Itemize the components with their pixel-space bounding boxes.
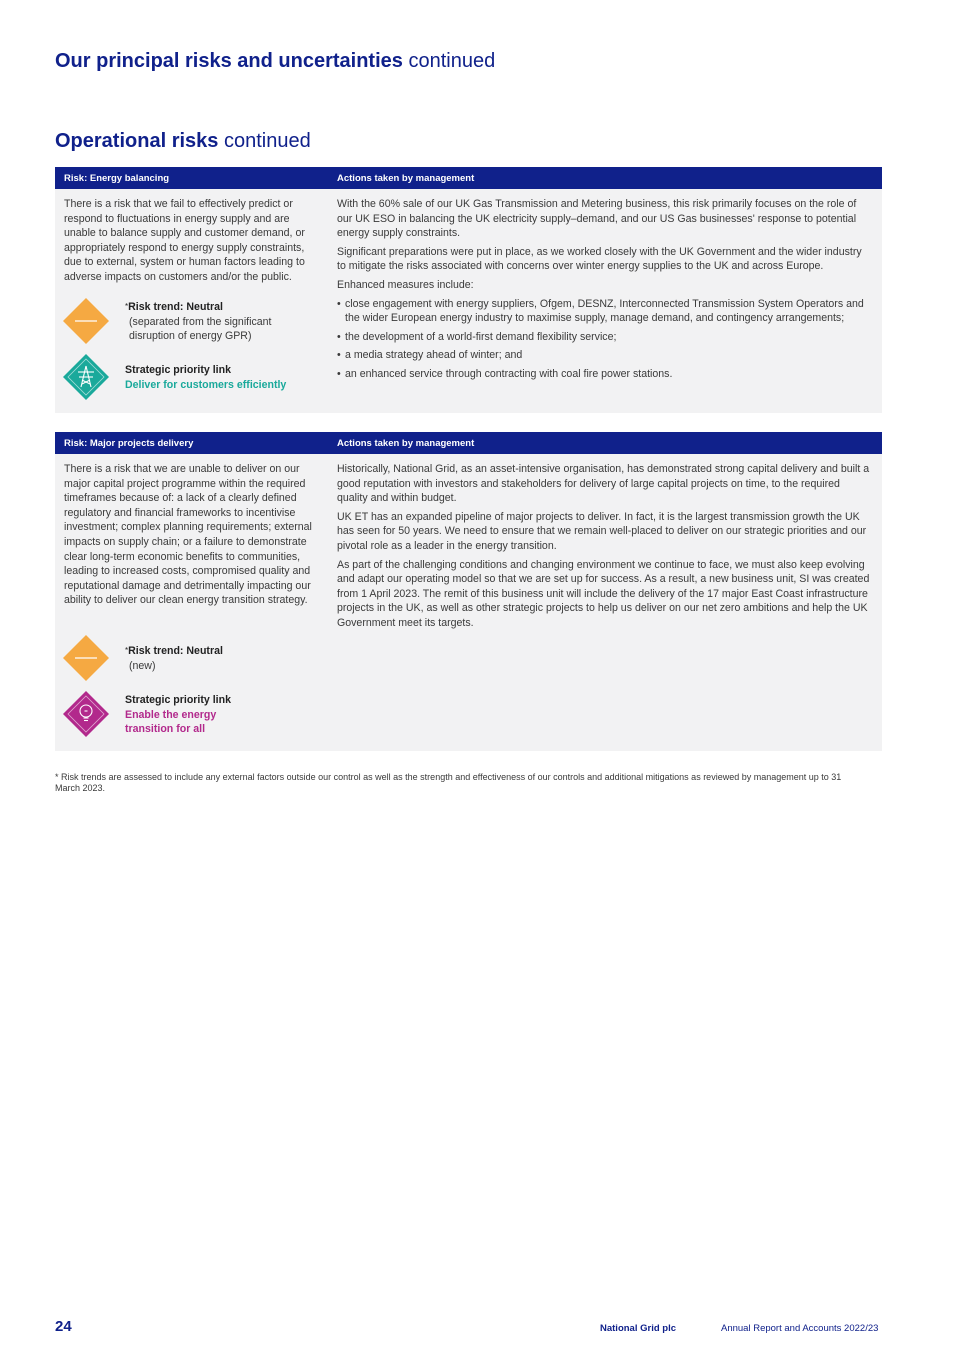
- trend-asterisk: *: [125, 302, 129, 311]
- trend-asterisk: *: [125, 646, 129, 655]
- strategic-priority: [125, 693, 245, 737]
- list-item: • an enhanced service through contracting with coal fire power stations.: [337, 367, 872, 382]
- risk-trend-note: (separated from the significant disruption of energy GPR): [129, 315, 272, 343]
- risk-trend-title: [125, 644, 315, 659]
- strategic-priority-name: Enable the energy transition for all: [125, 708, 217, 736]
- actions-paragraph: Enhanced measures include:: [337, 278, 474, 291]
- actions-paragraph: UK ET has an expanded pipeline of major projects to deliver. In fact, it is the largest transmission growth the UK has seen for 50 years. We need to ensure that we remain well-placed to deliver on our strategic priorities and our pivotal role as a leader in the energy transition.: [337, 510, 867, 552]
- risk-trend: [125, 644, 315, 673]
- actions-column: [337, 462, 872, 635]
- risk-description-column: [64, 197, 322, 285]
- risk-description-column: [64, 462, 322, 608]
- company-name: National Grid plc: [600, 1323, 677, 1334]
- neutral-trend-icon: [62, 297, 110, 345]
- neutral-trend-icon: [62, 634, 110, 682]
- strategic-priority-name: Deliver for customers efficiently: [125, 378, 287, 391]
- section-title: [55, 130, 311, 153]
- strategic-priority-title: Strategic priority link: [125, 364, 231, 376]
- risk-trend-note: (new): [129, 659, 156, 672]
- strategic-priority: [125, 363, 315, 392]
- page-title-continued: continued: [408, 50, 496, 72]
- risk-trend: [125, 300, 315, 344]
- risk-card-major-projects: [55, 432, 882, 751]
- actions-column: [337, 197, 872, 386]
- footnote: * Risk trends are assessed to include any external factors outside our control as well as the strength and effectiveness of our controls and additional mitigations as reviewed by management up to 31 March 2023.: [55, 772, 842, 793]
- actions-paragraph: Historically, National Grid, as an asset-intensive organisation, has demonstrated strong capital delivery and built a good reputation with investors and stakeholders for delivery of large capital projects on time, to the required quality and within budget.: [337, 463, 870, 505]
- risk-header: [55, 167, 882, 189]
- page-title-strong: Our principal risks and uncertainties: [55, 50, 403, 72]
- page-number: 24: [55, 1318, 72, 1335]
- risk-description: There is a risk that we are unable to deliver on our major capital project programme within the required timeframes because of: a lack of a clearly defined regulatory and financial frameworks to incentivise investment; complex planning requirements; external impacts on supply chain; or a failure to demonstrate clear long-term economic benefits to communities, leading to increased costs, compromised quality and reputational damage and detrimentally impacting our ability to deliver our clean energy transition strategy.: [64, 463, 312, 607]
- list-item: • the development of a world-first demand flexibility service;: [337, 330, 872, 345]
- pylon-icon: [62, 353, 110, 401]
- actions-paragraph: With the 60% sale of our UK Gas Transmission and Metering business, this risk primarily focuses on the role of our UK ESO in balancing the UK electricity supply–demand, and our US Gas businesses' response to potential energy supply constraints.: [337, 198, 857, 240]
- lightbulb-icon: [62, 690, 110, 738]
- section-title-strong: Operational risks: [55, 130, 219, 152]
- list-item: • a media strategy ahead of winter; and: [337, 348, 872, 363]
- risk-title: Risk: Energy balancing: [64, 173, 170, 184]
- actions-paragraph: Significant preparations were put in place, as we worked closely with the UK Government and the wider industry to mitigate the risks associated with concerns over winter energy supplies to the UK and across Europe.: [337, 245, 862, 273]
- risk-header: [55, 432, 882, 454]
- report-title: Annual Report and Accounts 2022/23: [721, 1323, 879, 1334]
- actions-title: Actions taken by management: [337, 173, 475, 184]
- actions-bullet-list: [337, 297, 872, 382]
- risk-trend-label: Risk trend: Neutral: [128, 645, 223, 657]
- page-title: [55, 50, 495, 73]
- section-title-continued: continued: [223, 130, 311, 152]
- list-item: • close engagement with energy suppliers, Ofgem, DESNZ, Interconnected Transmission System Operators and the wider European energy industry to maximise supply, manage demand, and contingency arrangements;: [337, 297, 872, 326]
- risk-title: Risk: Major projects delivery: [64, 438, 194, 449]
- strategic-priority-title: Strategic priority link: [125, 694, 231, 706]
- risk-trend-label: Risk trend: Neutral: [128, 301, 223, 313]
- risk-card-energy-balancing: [55, 167, 882, 413]
- risk-description: There is a risk that we fail to effectively predict or respond to fluctuations in energy supply and are unable to balance supply and customer demand, or appropriately respond to energy supply constraints, due to external, system or human factors leading to adverse impacts on customers and/or the public.: [64, 198, 305, 283]
- actions-title: Actions taken by management: [337, 438, 475, 449]
- risk-trend-title: [125, 300, 315, 315]
- actions-paragraph: As part of the challenging conditions and changing environment we continue to face, we must also keep evolving and adapt our operating model so that we are set up for success. As a result, a new business unit, SI was created from 1 April 2023. The remit of this business unit will include the delivery of the 17 major East Coast infrastructure projects in the UK, as well as other strategic projects to help us deliver on our net zero ambitions and help the UK Government meet its targets.: [337, 558, 870, 629]
